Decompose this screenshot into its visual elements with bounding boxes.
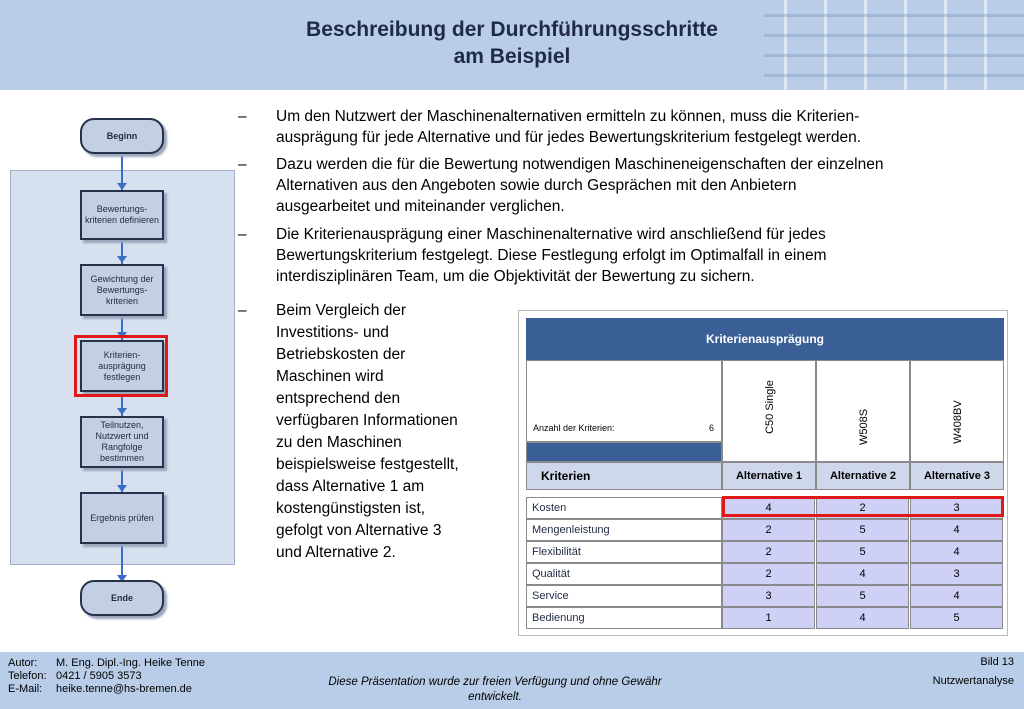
alternative-header-1: Alternative 1 bbox=[722, 462, 816, 490]
table-row-label: Mengenleistung bbox=[526, 519, 722, 541]
bullet-3: – Die Kriterienausprägung einer Maschinenalternative wird anschließend für jedes Bewertungskriterium festgelegt. Diese Festlegung erfolgt im Optimalfall in einem interdisziplinären Team, um die Objektivität der Bewertung zu sichern. bbox=[238, 226, 827, 285]
table-cell: 4 bbox=[722, 497, 815, 519]
table-row-label: Service bbox=[526, 585, 722, 607]
bullet-2: – Dazu werden die für die Bewertung notwendigen Maschineneigenschaften der einzelnen Alternativen aus den Angeboten sowie durch Gesprächen mit den Anbietern ausgearbeitet und miteinander verglichen. bbox=[238, 156, 884, 215]
machine-header-2: W508S bbox=[816, 360, 910, 462]
flow-step-check-result: Ergebnis prüfen bbox=[80, 492, 164, 544]
table-cell: 1 bbox=[722, 607, 815, 629]
disclaimer: Diese Präsentation wurde zur freien Verfügung und ohne Gewähr entwickelt. bbox=[328, 676, 662, 703]
table-cell: 4 bbox=[910, 585, 1003, 607]
flow-step-start: Beginn bbox=[80, 118, 164, 154]
table-cell: 3 bbox=[910, 563, 1003, 585]
table-cell: 2 bbox=[722, 519, 815, 541]
flow-arrow bbox=[117, 485, 127, 492]
flow-step-utility: Teilnutzen, Nutzwert und Rangfolge bestimmen bbox=[80, 416, 164, 468]
alternative-header-2: Alternative 2 bbox=[816, 462, 910, 490]
table-row-label: Kosten bbox=[526, 497, 722, 519]
criteria-count-cell bbox=[526, 360, 722, 442]
flow-step-end: Ende bbox=[80, 580, 164, 616]
flow-arrow bbox=[117, 408, 127, 415]
table-cell: 4 bbox=[910, 519, 1003, 541]
table-cell: 5 bbox=[816, 585, 909, 607]
slide-topic: Nutzwertanalyse bbox=[932, 675, 1014, 687]
flow-arrow bbox=[117, 183, 127, 190]
header-bar bbox=[0, 0, 1024, 90]
table-cell: 4 bbox=[816, 563, 909, 585]
bullet-1: – Um den Nutzwert der Maschinenalternativen ermitteln zu können, muss die Kriterien- ausprägung für jede Alternative und für jedes Bewertungskriterium festgelegt werden. bbox=[238, 108, 862, 146]
table-title: Kriterienausprägung bbox=[526, 318, 1004, 360]
criteria-table bbox=[518, 310, 1008, 636]
table-cell: 4 bbox=[910, 541, 1003, 563]
table-cell: 3 bbox=[722, 585, 815, 607]
flow-arrow bbox=[117, 256, 127, 263]
flow-step-define-criteria: Bewertungs- kriterien definieren bbox=[80, 190, 164, 240]
author-info: Autor: M. Eng. Dipl.-Ing. Heike Tenne Telefon: 0421 / 5905 3573 E-Mail: heike.tenne@hs-bremen.de bbox=[8, 657, 205, 695]
table-cell: 2 bbox=[722, 541, 815, 563]
table-cell: 4 bbox=[816, 607, 909, 629]
bullet-4: – Beim Vergleich der Investitions- und Betriebskosten der Maschinen wird entsprechend den verfügbaren Informationen zu den Maschinen beispielsweise festgestellt, dass Alternative 1 am kostengünstigsten ist, gefolgt von Alternative 3 und Alternative 2. bbox=[238, 302, 459, 561]
machine-header-3: W408BV bbox=[910, 360, 1004, 462]
flow-step-weighting: Gewichtung der Bewertungs- kriterien bbox=[80, 264, 164, 316]
slide-number: Bild 13 bbox=[980, 656, 1014, 668]
alternative-header-3: Alternative 3 bbox=[910, 462, 1004, 490]
flow-step-criteria-expression: Kriterien- ausprägung festlegen bbox=[80, 340, 164, 392]
title-line-2: am Beispiel bbox=[453, 45, 571, 68]
table-cell: 3 bbox=[910, 497, 1003, 519]
table-row-label: Bedienung bbox=[526, 607, 722, 629]
title-line-1: Beschreibung der Durchführungsschritte bbox=[306, 18, 718, 41]
table-cell: 2 bbox=[722, 563, 815, 585]
table-cell: 5 bbox=[816, 519, 909, 541]
email-link[interactable]: heike.tenne@hs-bremen.de bbox=[56, 683, 192, 695]
table-cell: 2 bbox=[816, 497, 909, 519]
table-cell: 5 bbox=[910, 607, 1003, 629]
slide-info bbox=[933, 656, 1014, 688]
table-cell: 5 bbox=[816, 541, 909, 563]
criteria-header: Kriterien bbox=[526, 462, 722, 490]
table-band bbox=[526, 442, 722, 462]
machine-header-1: C50 Single bbox=[722, 360, 816, 462]
criteria-count-label: Anzahl der Kriterien: bbox=[533, 423, 615, 433]
table-row-label: Flexibilität bbox=[526, 541, 722, 563]
highlight-costs-row bbox=[722, 496, 1004, 517]
table-row-label: Qualität bbox=[526, 563, 722, 585]
criteria-count-value: 6 bbox=[709, 423, 715, 433]
page-title bbox=[0, 16, 1024, 70]
current-step-highlight bbox=[74, 335, 168, 397]
footer-bar bbox=[0, 652, 1024, 709]
